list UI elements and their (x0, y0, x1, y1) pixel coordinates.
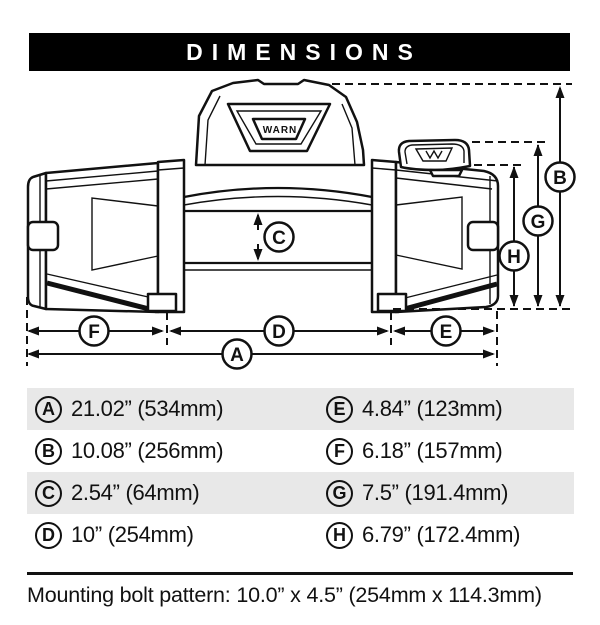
page-title: DIMENSIONS (186, 38, 422, 65)
dimension-cell-c (27, 480, 318, 507)
table-row (27, 472, 574, 514)
control-pack (196, 80, 364, 165)
callout-e: E (439, 322, 453, 343)
dimension-cell-h (318, 522, 574, 549)
brand-logo-text: WARN (262, 125, 298, 136)
dimension-letter-h: H (326, 522, 353, 549)
dimension-cell-a (27, 396, 318, 423)
divider (27, 572, 573, 575)
dimension-cell-g (318, 480, 574, 507)
dimension-value-b: 10.08” (256mm) (71, 438, 224, 463)
table-row (27, 430, 574, 472)
dimension-cell-b (27, 438, 318, 465)
right-drum-support (372, 160, 396, 312)
dimension-cell-e (318, 396, 574, 423)
table-row (27, 514, 574, 556)
dimension-letter-d: D (35, 522, 62, 549)
right-mounting-foot (378, 294, 406, 311)
dimension-letter-c: C (35, 480, 62, 507)
dimension-value-c: 2.54” (64mm) (71, 480, 200, 505)
callout-f: F (88, 322, 100, 343)
callout-a: A (230, 345, 244, 366)
dimension-value-h: 6.79” (172.4mm) (362, 522, 521, 547)
left-motor-housing (46, 163, 158, 312)
dimension-letter-a: A (35, 396, 62, 423)
callout-g: G (530, 212, 546, 233)
table-row (27, 388, 574, 430)
left-drum-support (158, 160, 184, 312)
dimension-letter-e: E (326, 396, 353, 423)
dimension-value-g: 7.5” (191.4mm) (362, 480, 509, 505)
callout-d: D (272, 322, 286, 343)
dimensions-table (27, 388, 574, 556)
callout-h: H (507, 247, 521, 268)
left-mounting-foot (148, 294, 176, 311)
dimension-value-a: 21.02” (534mm) (71, 396, 224, 421)
dimension-letter-f: F (326, 438, 353, 465)
dimension-value-f: 6.18” (157mm) (362, 438, 503, 463)
dimension-letter-g: G (326, 480, 353, 507)
left-tab (28, 222, 58, 250)
callout-c: C (272, 228, 286, 249)
mounting-bolt-pattern-note: Mounting bolt pattern: 10.0” x 4.5” (254mm x 114.3mm) (27, 583, 542, 607)
dimension-letter-b: B (35, 438, 62, 465)
callout-b: B (553, 168, 567, 189)
dimension-cell-d (27, 522, 318, 549)
dimension-cell-f (318, 438, 574, 465)
dimension-value-e: 4.84” (123mm) (362, 396, 503, 421)
winch-body (28, 160, 498, 312)
dimension-value-d: 10” (254mm) (71, 522, 194, 547)
right-tab (468, 222, 498, 250)
